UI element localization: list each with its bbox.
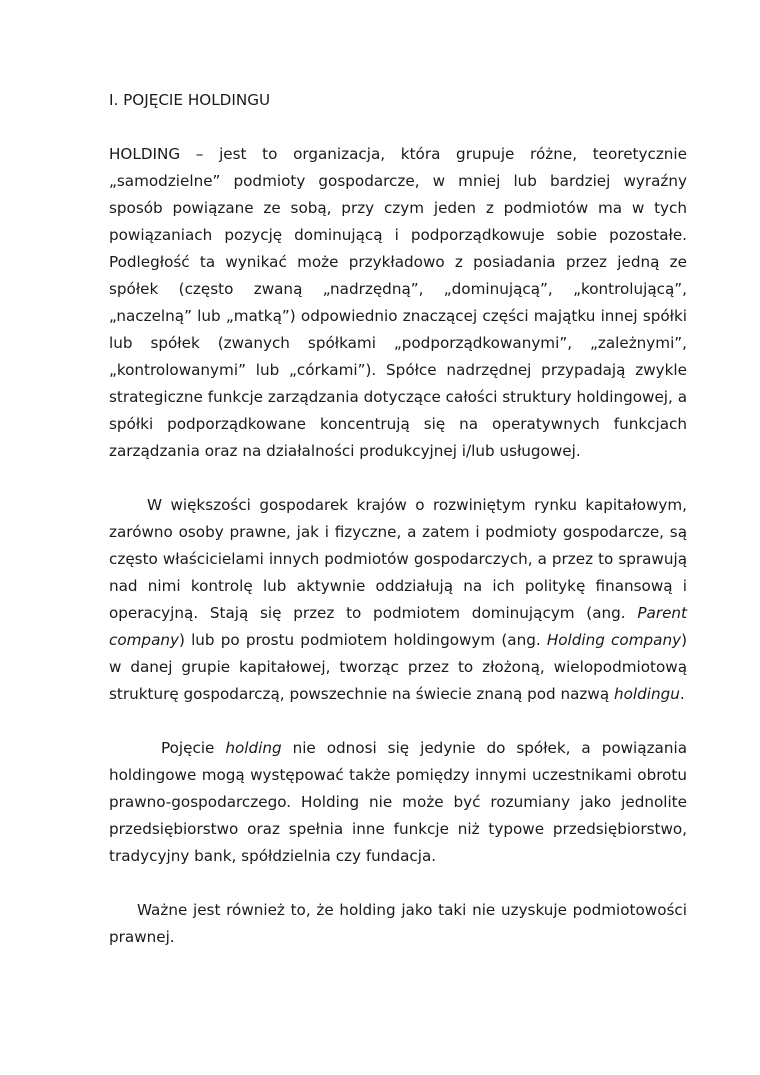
paragraph-holding-economies [109,492,687,708]
paragraph-text: ) lub po prostu podmiotem holdingowym (ang. [179,631,547,649]
paragraph-text: ) w danej grupie kapitałowej, tworząc przez to złożoną, wielopodmiotową strukturę gospodarczą, powszechnie na świecie znaną pod nazwą [109,631,687,703]
emphasis-holding: holding [225,739,282,757]
emphasis-holding-company: Holding company [546,631,682,649]
paragraph-text: W większości gospodarek krajów o rozwiniętym rynku kapitałowym, zarówno osoby prawne, jak i fizyczne, a zatem i podmioty gospodarcze, są często właścicielami innych podmiotów gospodarczych, a przez to sprawują nad nimi kontrolę lub aktywnie oddziałują na ich politykę finansową i operacyjną. Stają się przez to podmiotem dominującym (ang. [109,496,687,622]
emphasis-holdingu: holdingu [613,685,680,703]
emphasis-parent-company: Parent company [109,604,687,649]
paragraph-text: . [679,685,685,703]
document-page [109,87,687,978]
paragraph-holding-concept [109,735,687,870]
section-heading: I. POJĘCIE HOLDINGU [109,91,271,109]
paragraph-holding-definition: HOLDING – jest to organizacja, która grupuje różne, teoretycznie „samodzielne” podmioty gospodarcze, w mniej lub bardziej wyraźny sposób powiązane ze sobą, przy czym jeden z podmiotów ma w tych powiązaniach pozycję dominującą i podporządkowuje sobie pozostałe. Podległość ta wynikać może przykładowo z posiadania przez jedną ze spółek (często zwaną „nadrzędną”, „dominującą”, „kontrolującą”, „naczelną” lub „matką”) odpowiednio znaczącej części majątku innej spółki lub spółek (zwanych spółkami „podporządkowanymi”, „zależnymi”, „kontrolowanymi” lub „córkami”). Spółce nadrzędnej przypadają zwykle strategiczne funkcje zarządzania dotyczące całości struktury holdingowej, a spółki podporządkowane koncentrują się na operatywnych funkcjach zarządzania oraz na działalności produkcyjnej i/lub usługowej. [109,145,687,460]
paragraph-text: nie odnosi się jedynie do spółek, a powiązania holdingowe mogą występować także pomiędzy innymi uczestnikami obrotu prawno-gospodarczego. Holding nie może być rozumiany jako jednolite przedsiębiorstwo oraz spełnia inne funkcje niż typowe przedsiębiorstwo, tradycyjny bank, spółdzielnia czy fundacja. [109,739,688,865]
paragraph-legal-personality: Ważne jest również to, że holding jako taki nie uzyskuje podmiotowości prawnej. [109,901,687,946]
paragraph-text: Pojęcie [161,739,226,757]
